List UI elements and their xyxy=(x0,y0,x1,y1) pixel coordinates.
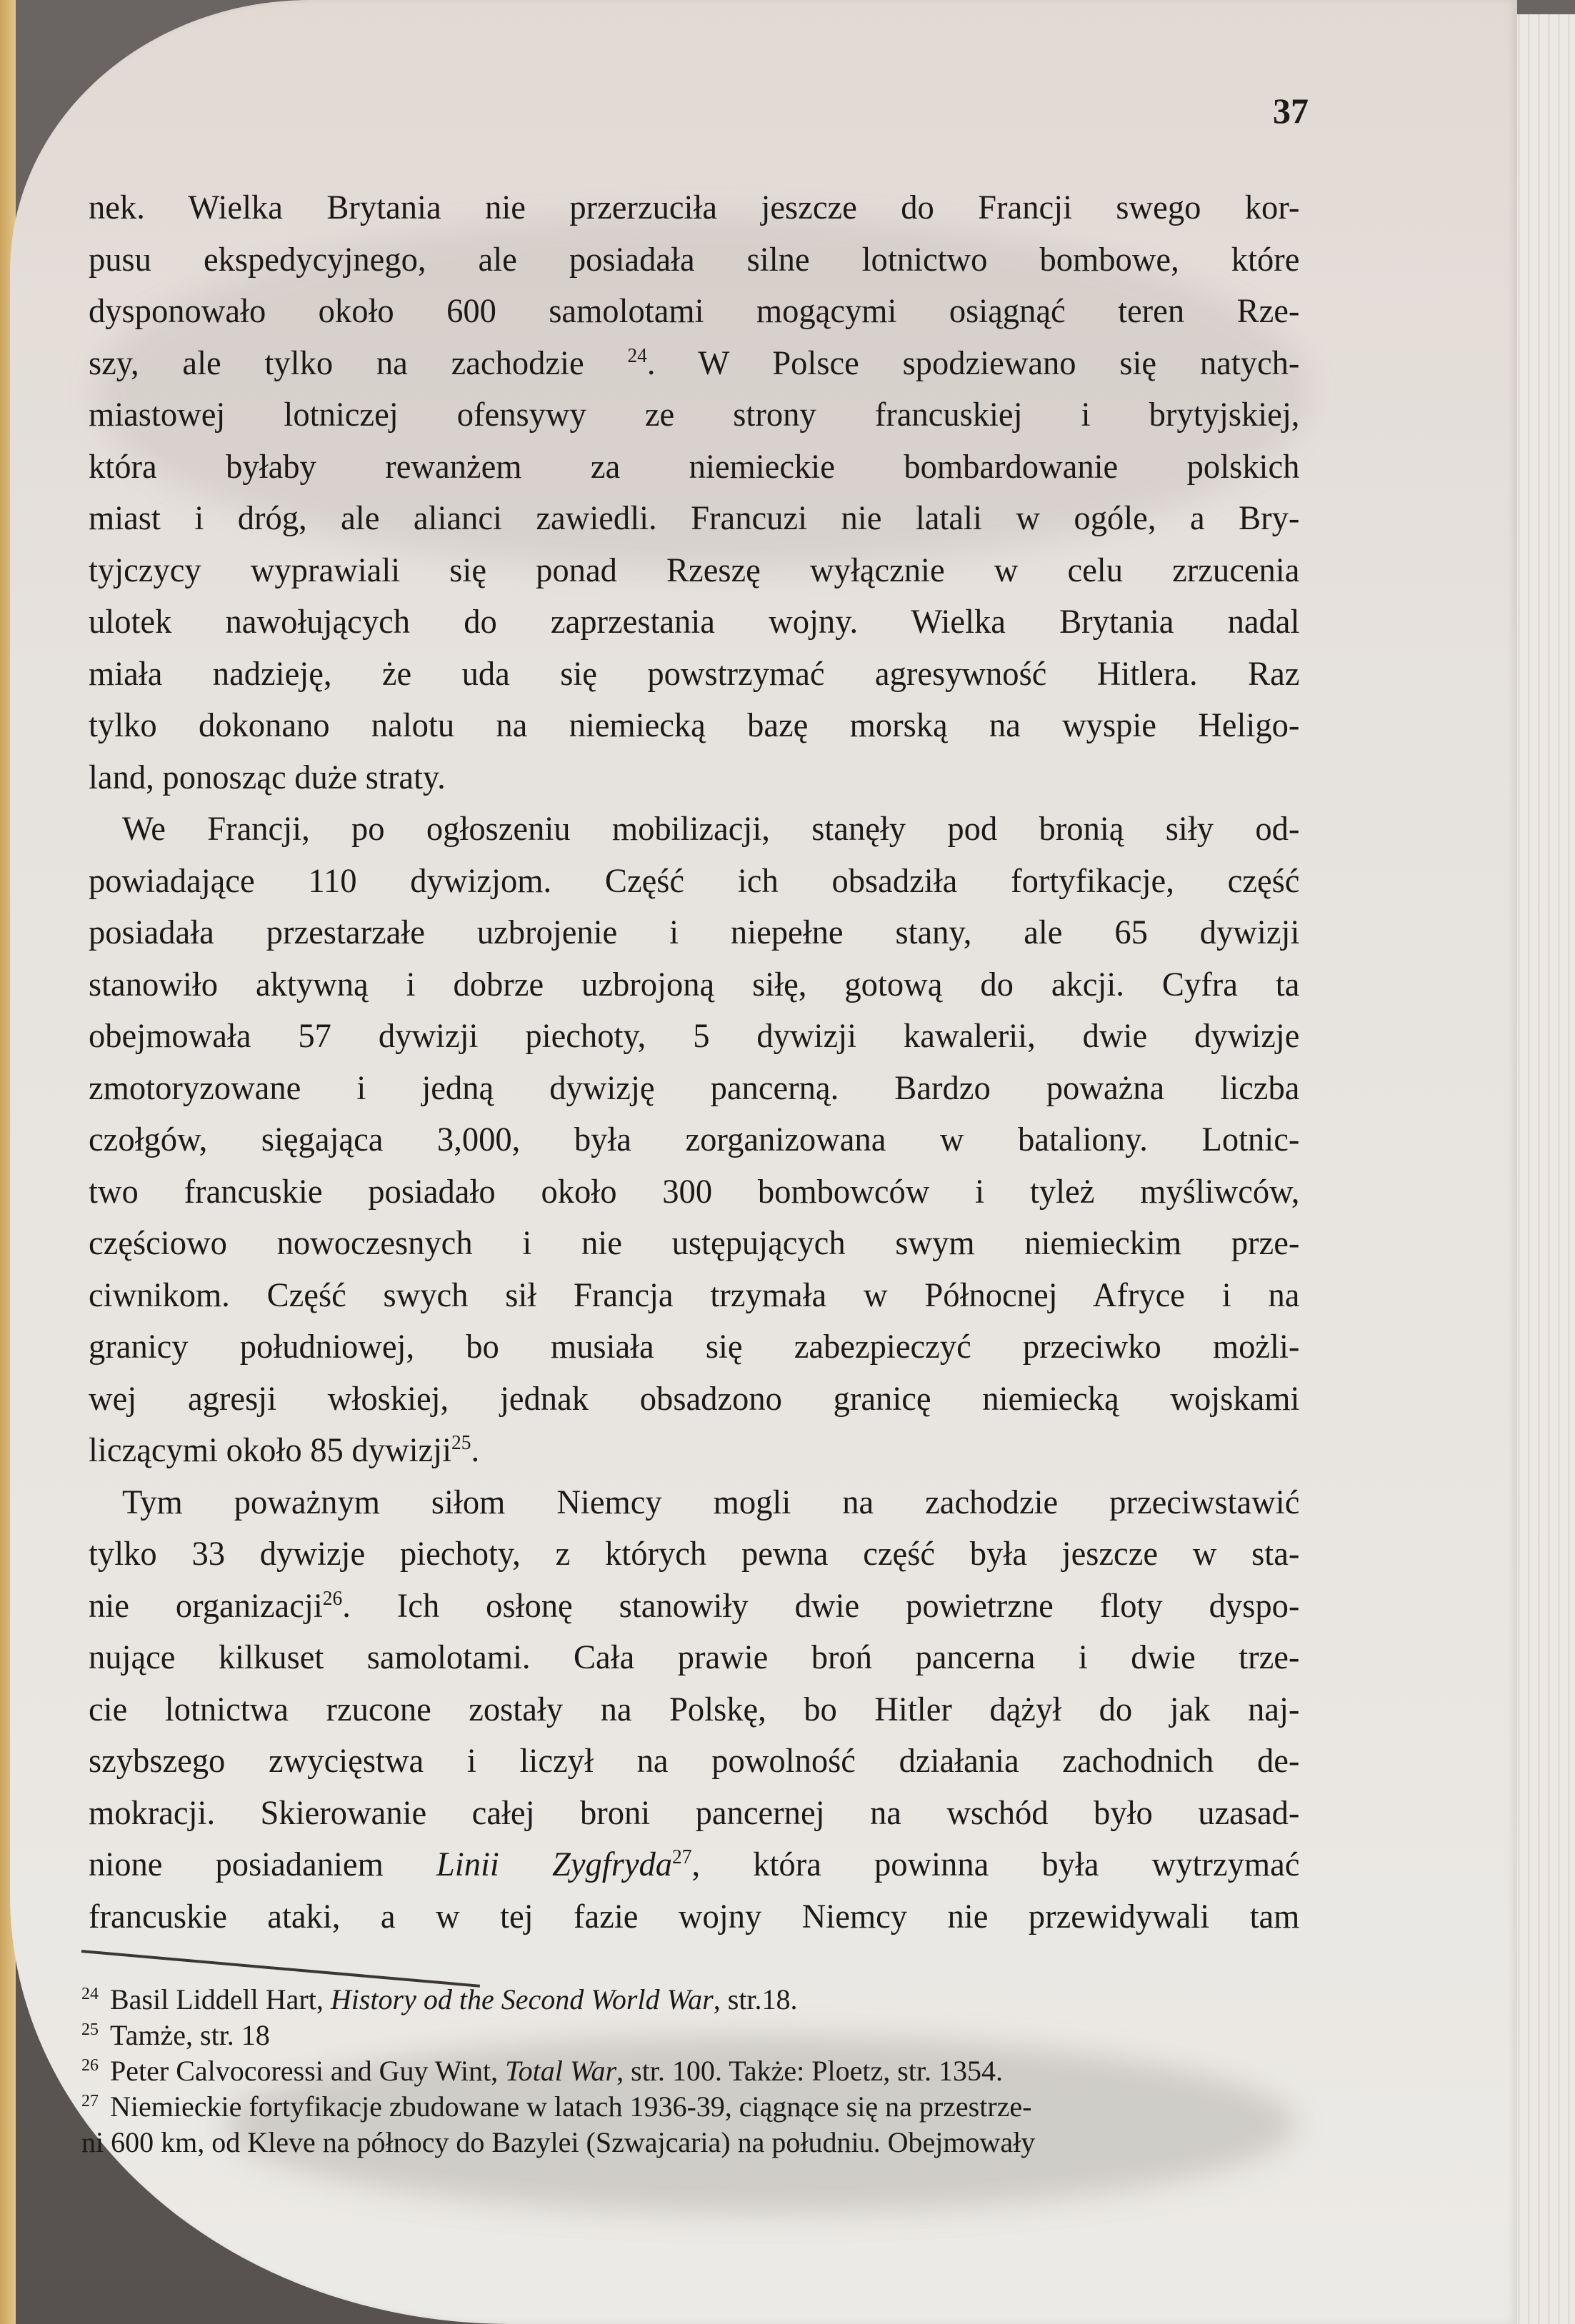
text-line: nek. Wielka Brytania nie przerzuciła jeszcze do Francji swego kor- xyxy=(89,189,1300,226)
text-line: czołgów, sięgająca 3,000, była zorganizowana w bataliony. Lotnic- xyxy=(89,1121,1300,1158)
text-line: tylko 33 dywizje piechoty, z których pewna część była jeszcze w sta- xyxy=(89,1536,1300,1573)
footnote-text: , str.18. xyxy=(713,1983,798,2015)
text-line: Tym poważnym siłom Niemcy mogli na zachodzie przeciwstawić xyxy=(122,1483,1300,1521)
text-line: pusu ekspedycyjnego, ale posiadała silne lotnictwo bombowe, które xyxy=(89,241,1300,279)
text-line: francuskie ataki, a w tej fazie wojny Niemcy nie przewidywali tam xyxy=(89,1898,1300,1935)
text-line: mokracji. Skierowanie całej broni pancernej na wschód było uzasad- xyxy=(89,1794,1300,1832)
text-line: miała nadzieję, że uda się powstrzymać agresywność Hitlera. Raz xyxy=(89,655,1300,693)
footnote-text: Niemieckie fortyfikacje zbudowane w latach 1936-39, ciągnące się na przestrze- xyxy=(110,2090,1032,2123)
footnote-text: Basil Liddell Hart, xyxy=(110,1983,331,2015)
text-line: wej agresji włoskiej, jednak obsadzono granicę niemiecką wojskami xyxy=(89,1380,1300,1418)
text-line: two francuskie posiadało około 300 bombowców i tyleż myśliwców, xyxy=(89,1173,1300,1211)
italic-title: Linii Zygfryda xyxy=(436,1846,673,1883)
text-line: która byłaby rewanżem za niemieckie bombardowanie polskich xyxy=(89,448,1300,486)
footnote-italic-title: History od the Second World War xyxy=(330,1983,714,2015)
text-line: We Francji, po ogłoszeniu mobilizacji, stanęły pod bronią siły od- xyxy=(122,811,1300,848)
text-line xyxy=(89,1581,1299,1633)
text-line: ciwnikom. Część swych sił Francja trzymała w Północnej Afryce i na xyxy=(89,1276,1300,1314)
text-fragment: nione posiadaniem xyxy=(89,1846,384,1883)
footnote-text: Peter Calvocoressi and Guy Wint, xyxy=(110,2055,506,2087)
text-line: częściowo nowoczesnych i nie ustępujących swym niemieckim prze- xyxy=(89,1225,1300,1262)
text-line: land, ponosząc duże straty. xyxy=(89,758,446,796)
text-line: posiadała przestarzałe uzbrojenie i niepełne stany, ale 65 dywizji xyxy=(89,914,1300,951)
footnote-26: 26 Peter Calvocoressi and Guy Wint, Total War, str. 100. Także: Ploetz, str. 1354. xyxy=(81,2055,1003,2087)
text-fragment: . xyxy=(471,1432,480,1469)
text-line: stanowiło aktywną i dobrze uzbrojoną siłę, gotową do akcji. Cyfra ta xyxy=(89,966,1300,1003)
book-page xyxy=(10,0,1517,2324)
footnote-ref-24[interactable]: 24 xyxy=(627,344,647,367)
text-line: dysponowało około 600 samolotami mogącymi osiągnąć teren Rze- xyxy=(89,293,1300,330)
footnote-ref-25[interactable]: 25 xyxy=(451,1432,471,1455)
footnote-text: , str. 100. Także: Ploetz, str. 1354. xyxy=(616,2055,1003,2087)
footnote-27-continuation: ni 600 km, od Kleve na północy do Bazylei (Szwajcaria) na południu. Obejmowały xyxy=(81,2126,1036,2158)
text-line: obejmowała 57 dywizji piechoty, 5 dywizji kawalerii, dwie dywizje xyxy=(89,1018,1300,1055)
text-fragment: , która powinna była wytrzymać xyxy=(691,1846,1300,1883)
footnote-italic-title: Total War xyxy=(505,2055,617,2087)
text-line: miastowej lotniczej ofensywy ze strony francuskiej i brytyjskiej, xyxy=(89,396,1300,434)
text-line: powiadające 110 dywizjom. Część ich obsadziła fortyfikacje, część xyxy=(89,862,1300,900)
text-fragment: liczącymi około 85 dywizji xyxy=(89,1432,452,1469)
text-fragment: . Ich osłonę stanowiły dwie powietrzne floty dyspo- xyxy=(342,1587,1300,1625)
text-line: ulotek nawołujących do zaprzestania wojny. Wielka Brytania nadal xyxy=(89,603,1300,641)
footnotes xyxy=(81,1982,1339,2160)
text-line: tyjczycy wyprawiali się ponad Rzeszę wyłącznie w celu zrzucenia xyxy=(89,551,1300,589)
text-line: nujące kilkuset samolotami. Cała prawie broń pancerna i dwie trze- xyxy=(89,1639,1300,1676)
text-fragment: szy, ale tylko na zachodzie xyxy=(89,344,584,382)
text-line: zmotoryzowane i jedną dywizję pancerną. Bardzo poważna liczba xyxy=(89,1069,1300,1107)
text-line: tylko dokonano nalotu na niemiecką bazę morską na wyspie Heligo- xyxy=(89,707,1300,744)
text-fragment: . W Polsce spodziewano się natych- xyxy=(646,344,1300,382)
body-text xyxy=(89,182,1299,1943)
text-line: szybszego zwycięstwa i liczył na powolność działania zachodnich de- xyxy=(89,1743,1300,1780)
text-line xyxy=(89,338,1299,390)
page-number: 37 xyxy=(1273,91,1309,131)
text-line xyxy=(89,1425,1299,1477)
footnote-27: 27 Niemieckie fortyfikacje zbudowane w latach 1936-39, ciągnące się na przestrze- xyxy=(81,2090,1032,2123)
footnote-24: 24 Basil Liddell Hart, History od the Second World War, str.18. xyxy=(81,1983,798,2015)
text-line xyxy=(89,1839,1299,1891)
text-line: miast i dróg, ale alianci zawiedli. Francuzi nie latali w ogóle, a Bry- xyxy=(89,500,1300,537)
text-line: cie lotnictwa rzucone zostały na Polskę, bo Hitler dążył do jak naj- xyxy=(89,1691,1300,1728)
footnote-ref-26[interactable]: 26 xyxy=(322,1587,343,1610)
page-stack-edge xyxy=(1511,14,1575,2324)
footnote-25: 25 Tamże, str. 18 xyxy=(81,2019,270,2051)
footnote-text: Tamże, str. 18 xyxy=(110,2019,270,2051)
text-fragment: nie organizacji xyxy=(89,1587,323,1625)
footnote-ref-27[interactable]: 27 xyxy=(672,1846,692,1869)
text-line: granicy południowej, bo musiała się zabezpieczyć przeciwko możli- xyxy=(89,1328,1300,1366)
